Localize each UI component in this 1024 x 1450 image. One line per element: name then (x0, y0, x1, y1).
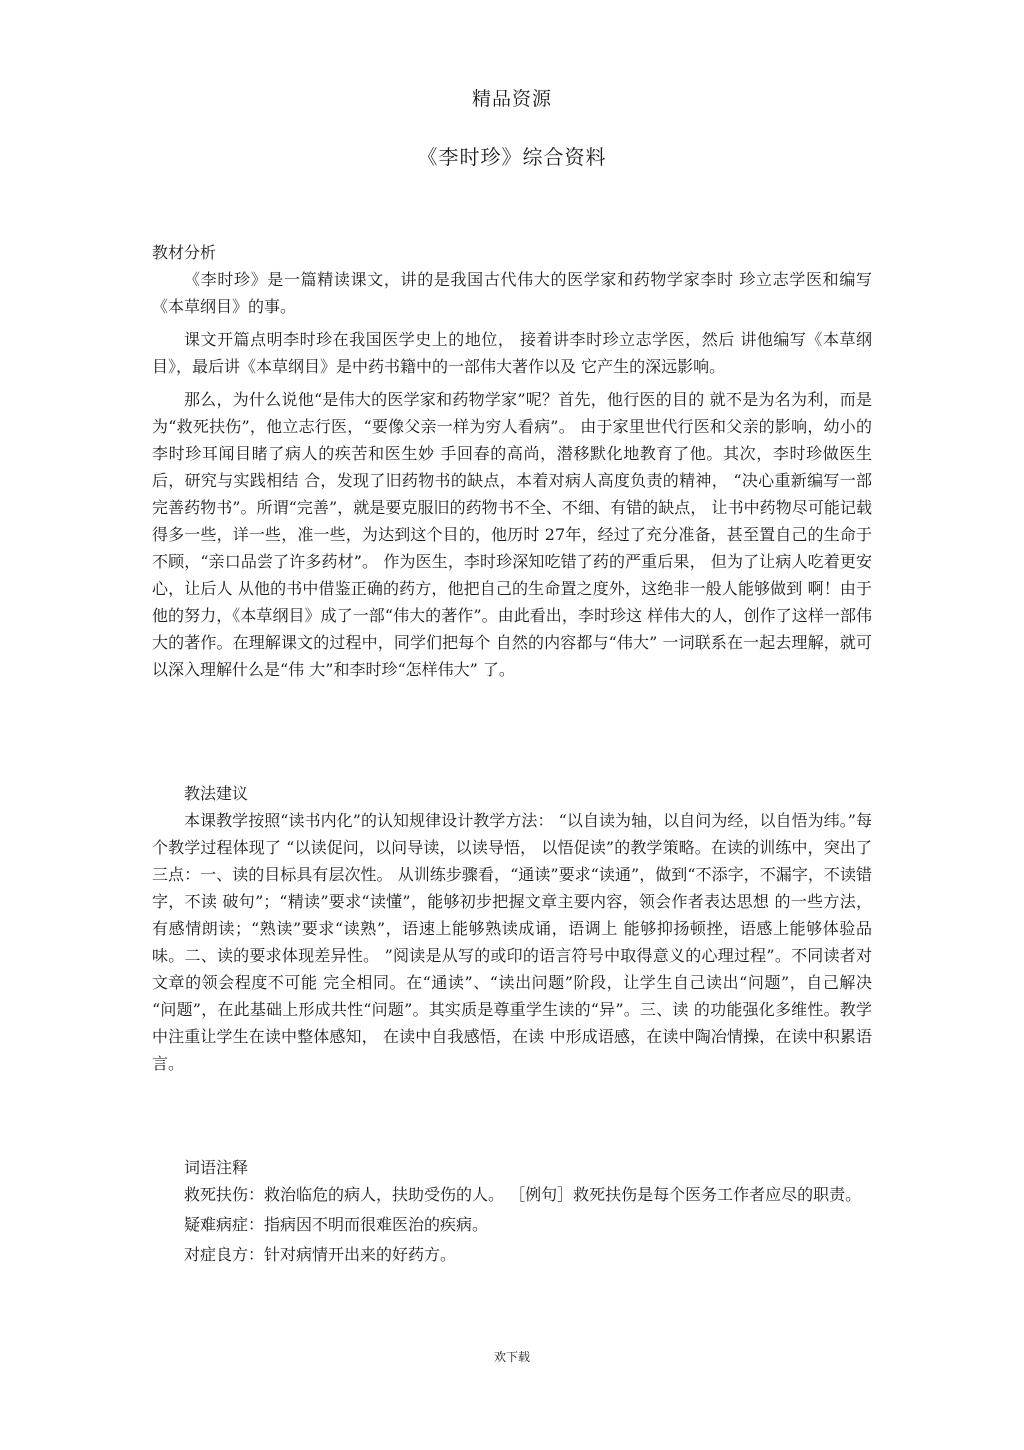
glossary-entry: 疑难病症：指病因不明而很难医治的疾病。 (184, 1215, 489, 1234)
footer-label: 欢下载 (493, 1350, 530, 1364)
method-paragraph: 本课教学按照“读书内化”的认知规律设计教学方法： “以自读为轴，以自问为经，以自悟为纬。”每个教学过程体现了 “以读促问，以问导读，以读导悟， 以悟促读”的教学策略。在读的训练中，突出了三点：一、读的目标具有层次性。 从训练步骤看，“通读”要求“读通”，做到“不添字，不漏字，不读错字，不读 破句”；“精读”要求“读懂”，能够初步把握文章主要内容，领会作者表达思想 的一些方法，有感情朗读；“熟读”要求“读熟”，语速上能够熟读成诵，语调上 能够抑扬顿挫，语感上能够体验品味。二、读的要求体现差异性。 ”阅读是从写的或印的语言符号中取得意义的心理过程”。不同读者对文章的领会程度不可能 完全相同。在“通读”、“读出问题”阶段，让学生自己读出“问题”，自己解决 “问题”，在此基础上形成共性“问题”。其实质是尊重学生读的“异”。三、读 的功能强化多维性。教学中注重让学生在读中整体感知， 在读中自我感悟，在读 中形成语感，在读中陶冶情操，在读中积累语言。 (152, 811, 872, 1073)
section-heading-method: 教法建议 (184, 784, 249, 803)
section-heading-analysis: 教材分析 (152, 243, 217, 262)
section-method (152, 780, 872, 1077)
section-analysis (152, 239, 872, 683)
document-title: 《李时珍》综合资料 (417, 145, 607, 169)
analysis-paragraph: 那么，为什么说他“是伟大的医学家和药物学家”呢？首先，他行医的目的 就不是为名为利，而是为“救死扶伤”，他立志行医，“要像父亲一样为穷人看病”。 由于家里世代行医和父亲的影响，幼小的李时珍耳闻目睹了病人的疾苦和医生妙 手回春的高尚，潜移默化地教育了他。其次，李时珍做医生后，研究与实践相结 合，发现了旧药物书的缺点，本着对病人高度负责的精神， “决心重新编写一部完善药物书”。所谓“完善”，就是要克服旧的药物书不全、不细、有错的缺点， 让书中药物尽可能记载得多一些，详一些，准一些，为达到这个目的，他历时 27年，经过了充分准备，甚至置自己的生命于不顾，“亲口品尝了许多药材”。 作为医生，李时珍深知吃错了药的严重后果， 但为了让病人吃着更安心，让后人 从他的书中借鉴正确的药方，他把自己的生命置之度外，这绝非一般人能够做到 啊！由于他的努力，《本草纲目》成了一部“伟大的著作”。由此看出，李时珍这 样伟大的人，创作了这样一部伟大的著作。在理解课文的过程中，同学们把每个 自然的内容都与“伟大” 一词联系在一起去理解，就可以深入理解什么是“伟 大”和李时珍“怎样伟大” 了。 (152, 390, 872, 679)
header-label: 精品资源 (471, 88, 552, 110)
analysis-paragraph: 课文开篇点明李时珍在我国医学史上的地位， 接着讲李时珍立志学医，然后 讲他编写《本草纲目》，最后讲《本草纲目》是中药书籍中的一部伟大著作以及 它产生的深远影响。 (152, 330, 872, 376)
glossary-entry: 对症良方：针对病情开出来的好药方。 (184, 1245, 457, 1264)
section-glossary (152, 1154, 872, 1268)
glossary-entry: 救死扶伤：救治临危的病人，扶助受伤的人。 ［例句］救死扶伤是每个医务工作者应尽的职责。 (184, 1185, 862, 1204)
analysis-paragraph: 《李时珍》是一篇精读课文，讲的是我国古代伟大的医学家和药物学家李时 珍立志学医和编写《本草纲目》的事。 (152, 270, 872, 316)
section-heading-glossary: 词语注释 (184, 1158, 249, 1177)
